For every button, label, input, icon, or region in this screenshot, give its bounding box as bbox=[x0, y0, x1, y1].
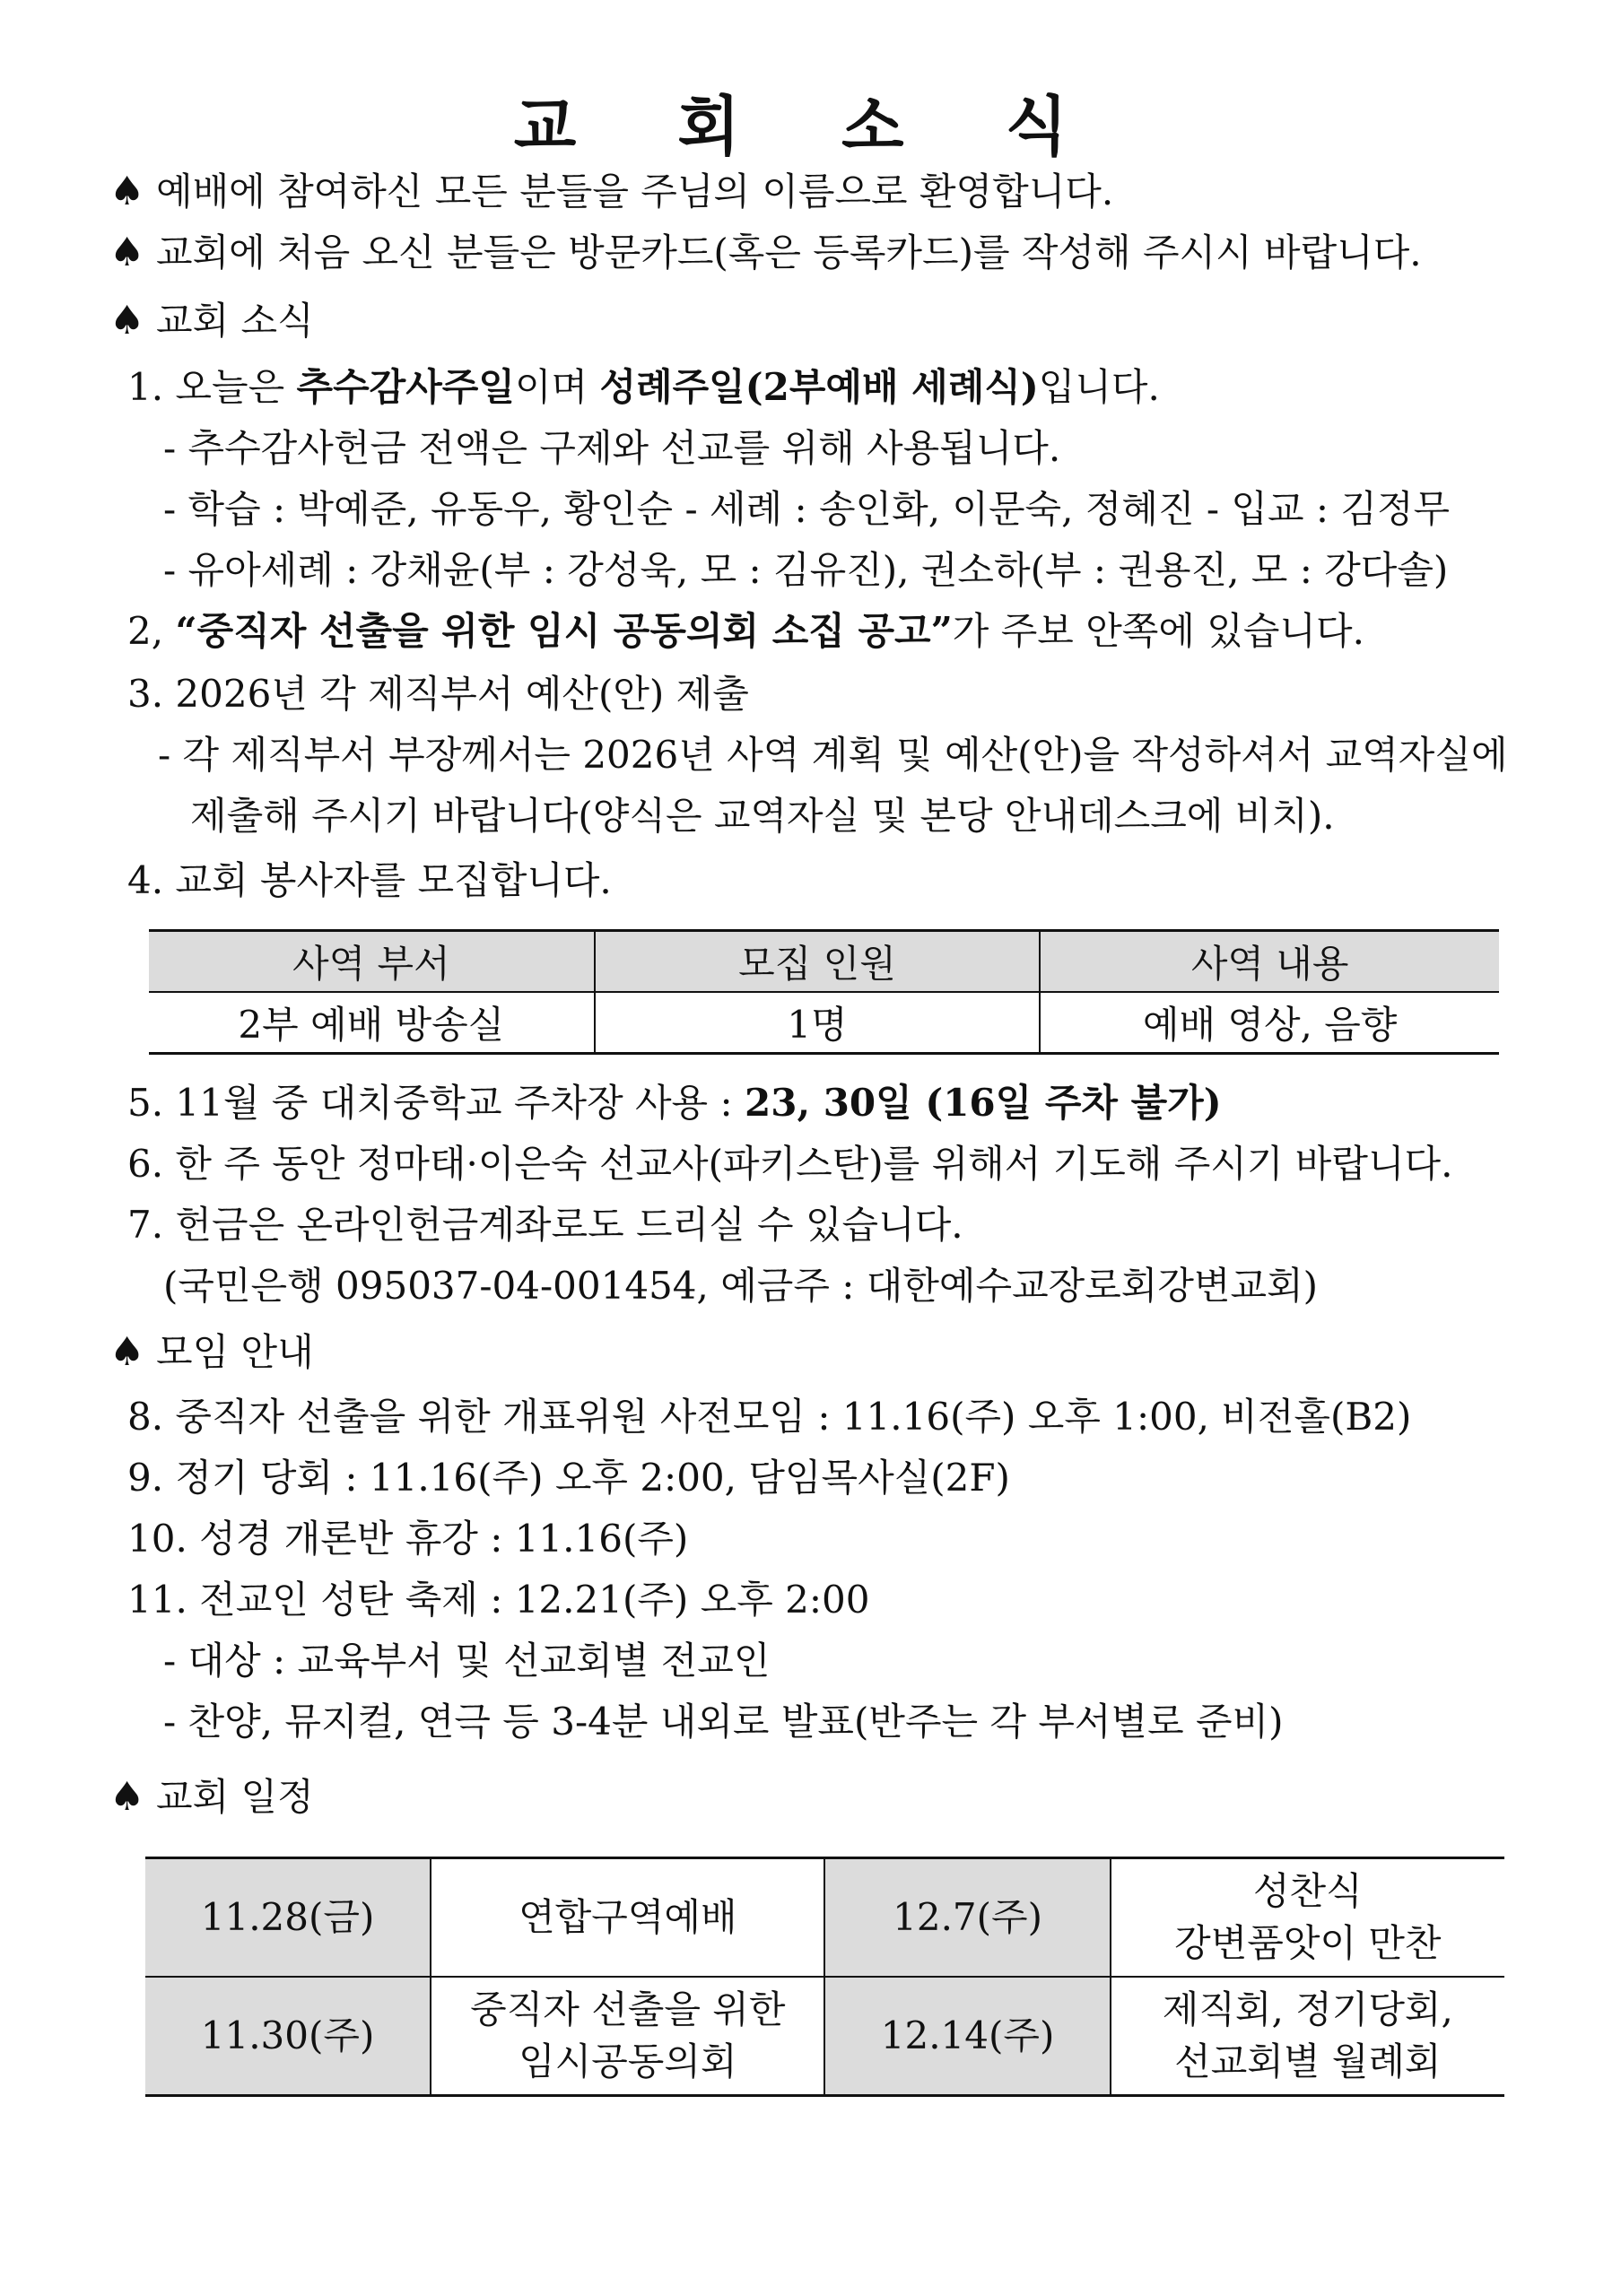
volunteer-table bbox=[149, 929, 1499, 1055]
news-item-5: 5. 11월 중 대치중학교 주차장 사용 : 23, 30일 (16일 주차 불가) bbox=[127, 1081, 1222, 1125]
news-item-1-sub: - 추수감사헌금 전액은 구제와 선교를 위해 사용됩니다. bbox=[163, 426, 1061, 470]
table-cell: 1명 bbox=[595, 992, 1041, 1054]
intro-line-2: ♠ 교회에 처음 오신 분들은 방문카드(혹은 등록카드)를 작성해 주시시 바랍니다. bbox=[109, 228, 1422, 278]
spade-icon: ♠ bbox=[109, 169, 145, 214]
news-item-1-sub: - 학습 : 박예준, 유동우, 황인순 - 세례 : 송인화, 이문숙, 정혜진 - 입교 : 김정무 bbox=[163, 487, 1451, 531]
schedule-date: 12.14(주) bbox=[824, 1977, 1110, 2096]
news-item-7: 7. 헌금은 온라인헌금계좌로도 드리실 수 있습니다. bbox=[127, 1203, 963, 1247]
intro-line-1: ♠ 예배에 참여하신 모든 분들을 주님의 이름으로 환영합니다. bbox=[109, 167, 1113, 217]
table-header-row bbox=[149, 931, 1499, 993]
table-cell: 2부 예배 방송실 bbox=[238, 1003, 505, 1047]
table-header-cell: 모집 인원 bbox=[595, 931, 1041, 993]
spade-icon: ♠ bbox=[109, 1774, 145, 1820]
meeting-item-9: 9. 정기 당회 : 11.16(주) 오후 2:00, 담임목사실(2F) bbox=[127, 1456, 1010, 1500]
meeting-item-11-sub: - 대상 : 교육부서 및 선교회별 전교인 bbox=[163, 1639, 771, 1683]
meeting-item-11-sub: - 찬양, 뮤지컬, 연극 등 3-4분 내외로 발표(반주는 각 부서별로 준비) bbox=[163, 1700, 1284, 1744]
schedule-date: 11.30(주) bbox=[145, 1977, 431, 2096]
news-item-3: 3. 2026년 각 제직부서 예산(안) 제출 bbox=[127, 672, 749, 716]
meeting-item-10: 10. 성경 개론반 휴강 : 11.16(주) bbox=[127, 1517, 689, 1561]
schedule-date: 11.28(금) bbox=[145, 1858, 431, 1978]
section-heading-schedule: ♠ 교회 일정 bbox=[109, 1772, 314, 1822]
schedule-event: 성찬식 강변품앗이 만찬 bbox=[1111, 1858, 1504, 1978]
spade-icon: ♠ bbox=[109, 1329, 145, 1375]
table-row bbox=[149, 992, 1499, 1054]
table-header-cell: 사역 내용 bbox=[1040, 931, 1499, 993]
news-item-6: 6. 한 주 동안 정마태·이은숙 선교사(파키스탄)를 위해서 기도해 주시기 바랍니다. bbox=[127, 1142, 1453, 1186]
schedule-table bbox=[145, 1857, 1504, 2097]
table-cell: 예배 영상, 음향 bbox=[1040, 992, 1499, 1054]
news-item-1-sub: - 유아세례 : 강채윤(부 : 강성욱, 모 : 김유진), 권소하(부 : 권용진, 모 : 강다솔) bbox=[163, 548, 1449, 592]
table-row bbox=[145, 1858, 1504, 1978]
news-item-3-sub: 제출해 주시기 바랍니다(양식은 교역자실 및 본당 안내데스크에 비치). bbox=[190, 794, 1335, 838]
schedule-date: 12.7(주) bbox=[824, 1858, 1110, 1978]
schedule-event: 연합구역예배 bbox=[431, 1858, 824, 1978]
news-item-7-sub: (국민은행 095037-04-001454, 예금주 : 대한예수교장로회강변교회) bbox=[163, 1264, 1319, 1308]
meeting-item-11: 11. 전교인 성탄 축제 : 12.21(주) 오후 2:00 bbox=[127, 1578, 870, 1622]
news-item-4: 4. 교회 봉사자를 모집합니다. bbox=[127, 858, 612, 902]
spade-icon: ♠ bbox=[109, 230, 145, 275]
table-header-cell: 사역 부서 bbox=[149, 931, 595, 993]
schedule-event: 중직자 선출을 위한 임시공동의회 bbox=[431, 1977, 824, 2096]
meeting-item-8: 8. 중직자 선출을 위한 개표위원 사전모임 : 11.16(주) 오후 1:00, 비전홀(B2) bbox=[127, 1395, 1412, 1439]
table-row bbox=[145, 1977, 1504, 2096]
section-heading-church-news: ♠ 교회 소식 bbox=[109, 296, 314, 346]
news-item-3-sub: - 각 제직부서 부장께서는 2026년 사역 계획 및 예산(안)을 작성하셔서 교역자실에 bbox=[158, 733, 1508, 777]
spade-icon: ♠ bbox=[109, 298, 145, 344]
section-heading-meetings: ♠ 모임 안내 bbox=[109, 1327, 314, 1378]
page-title: 교 회 소 식 bbox=[513, 89, 1108, 164]
news-item-1: 1. 오늘은 추수감사주일이며 성례주일(2부예배 세례식)입니다. bbox=[127, 365, 1160, 409]
news-item-2: 2, “중직자 선출을 위한 임시 공동의회 소집 공고”가 주보 안쪽에 있습니다. bbox=[127, 609, 1364, 653]
schedule-event: 제직회, 정기당회, 선교회별 월례회 bbox=[1111, 1977, 1504, 2096]
